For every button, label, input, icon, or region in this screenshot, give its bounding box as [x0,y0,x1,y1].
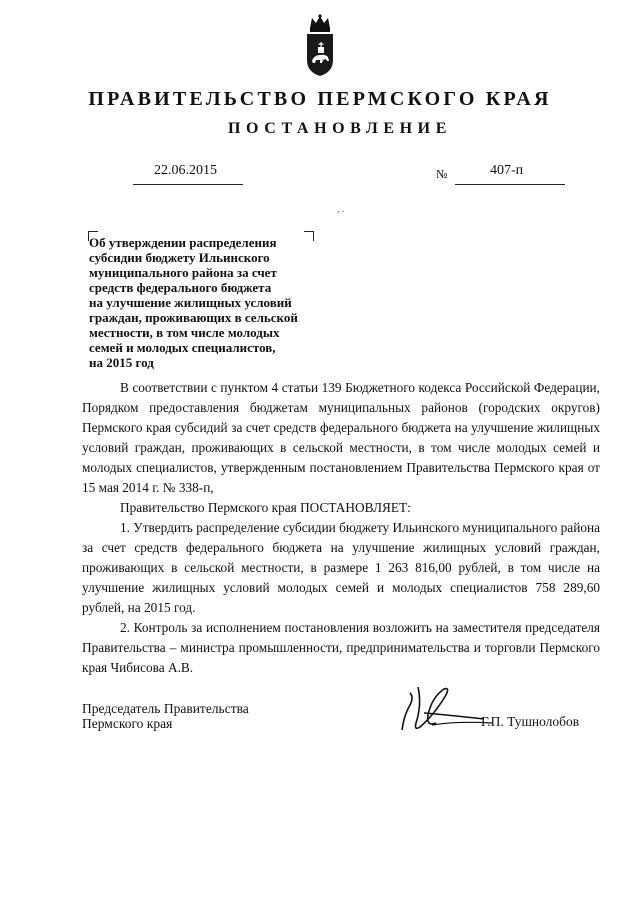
document-number: 407-п [490,163,524,178]
scan-speck: , . [337,204,345,215]
document-subject [89,235,329,370]
document-body [82,378,600,678]
subject-line: субсидии бюджету Ильинского [89,250,270,265]
subject-line: муниципального района за счет [89,265,277,280]
document-date: 22.06.2015 [154,163,217,178]
subject-line: семей и молодых специалистов, [89,340,276,355]
signer-position-line: Пермского края [82,716,173,731]
organization-title: ПРАВИТЕЛЬСТВО ПЕРМСКОГО КРАЯ [88,88,552,110]
subject-line: средств федерального бюджета [89,280,272,295]
body-paragraph: 2. Контроль за исполнением постановления возложить на заместителя председателя Правительства – министра промышленности, предпринимательства и торговли Пермского края Чибисова А.В. [82,620,600,675]
subject-line: Об утверждении распределения [89,235,277,250]
document-type: ПОСТАНОВЛЕНИЕ [228,120,452,137]
subject-line: на 2015 год [89,355,154,370]
body-paragraph: 1. Утвердить распределение субсидии бюджету Ильинского муниципального района за счет средств федерального бюджета на улучшение жилищных условий граждан, проживающих в сельской местности, в размере 1 263 816,00 рублей, в том числе на улучшение жилищных условий молодых семей и молодых специалистов 758 289,60 рублей, на 2015 год. [82,520,600,615]
signer-position-line: Председатель Правительства [82,701,249,716]
subject-line: граждан, проживающих в сельской [89,310,298,325]
body-paragraph: Правительство Пермского края ПОСТАНОВЛЯЕТ: [120,500,411,515]
subject-line: на улучшение жилищных условий [89,295,292,310]
signer-position [82,701,249,731]
perm-krai-coat-of-arms-icon [302,14,338,80]
number-sign: № [436,167,448,181]
signer-name: Г.П. Тушнолобов [481,714,580,729]
subject-line: местности, в том числе молодых [89,325,280,340]
body-paragraph: В соответствии с пунктом 4 статьи 139 Бюджетного кодекса Российской Федерации, Порядком предоставления бюджетам муниципальных районов (городских округов) Пермского края субсидий за счет средств федерального бюджета на улучшение жилищных условий граждан, проживающих в сельской местности, в том числе молодых семей и молодых специалистов, утвержденным постановлением Правительства Пермского края от 15 мая 2014 г. № 338-п, [82,380,600,495]
